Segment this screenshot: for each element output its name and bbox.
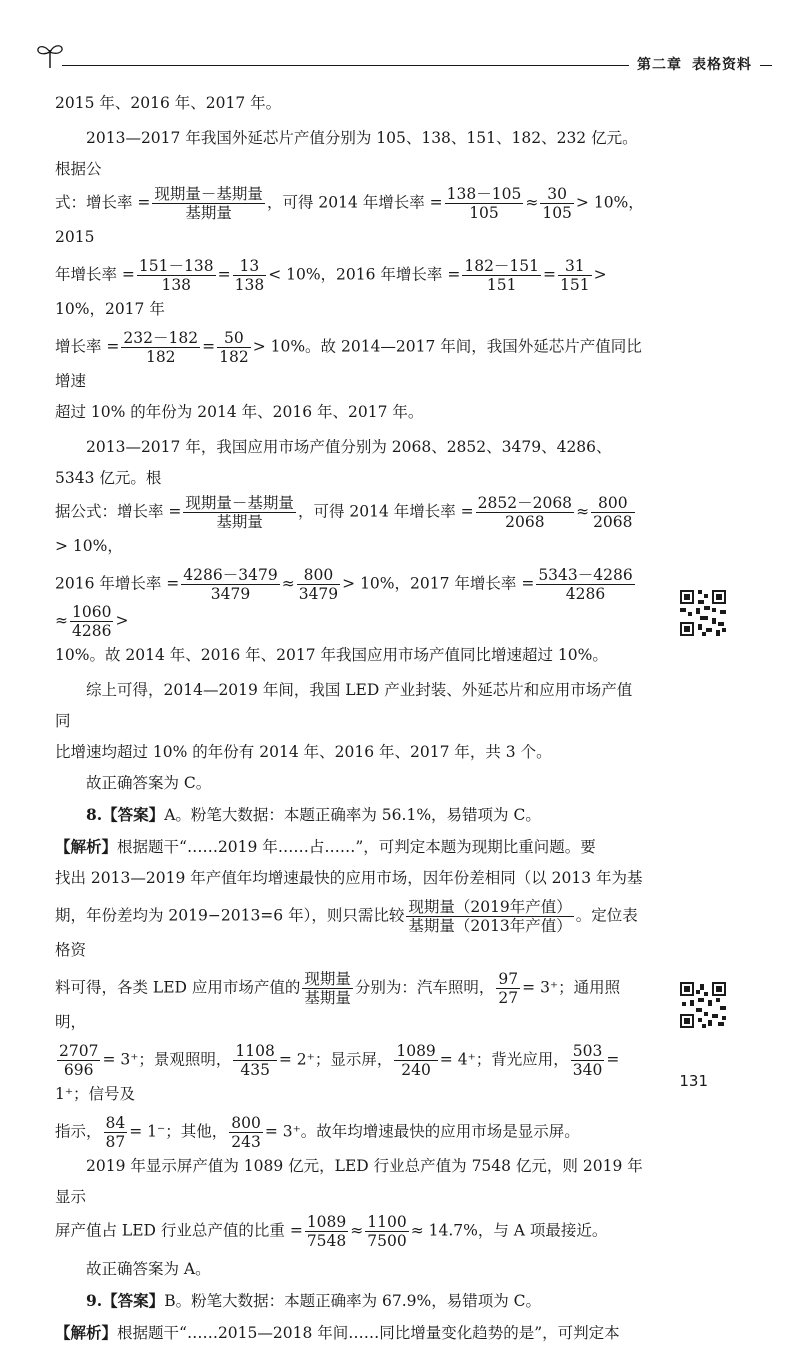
numerator: 现期量－基期量 bbox=[154, 185, 263, 203]
fraction bbox=[305, 1213, 348, 1250]
denominator: 27 bbox=[498, 989, 519, 1007]
text: 料可得，各类 LED 应用市场产值的 bbox=[55, 978, 301, 997]
text: ≈ bbox=[55, 611, 68, 630]
fraction bbox=[233, 1042, 276, 1079]
denominator: 4286 bbox=[72, 622, 112, 640]
formula-line bbox=[55, 185, 645, 253]
answer-line bbox=[55, 799, 645, 831]
text: = 3⁺。故年均增速最快的应用市场是显示屏。 bbox=[264, 1122, 580, 1141]
chapter-label: 第二章 bbox=[637, 57, 682, 73]
text: 年增长率 = bbox=[55, 265, 135, 284]
fraction bbox=[365, 1213, 408, 1250]
text: ≈ bbox=[350, 1221, 364, 1240]
answer-line bbox=[55, 1285, 645, 1317]
text: > 10%。故 2014—2017 年间，我国外延芯片产值同比增速 bbox=[55, 337, 642, 390]
text: 据公式：增长率 = bbox=[55, 502, 182, 521]
text: > bbox=[115, 611, 129, 630]
numerator: 4286－3479 bbox=[183, 566, 278, 584]
answer-tag: 9.【答案】 bbox=[86, 1291, 165, 1310]
text: 式：增长率 = bbox=[55, 193, 151, 212]
denominator: 138 bbox=[161, 276, 192, 294]
denominator: 4286 bbox=[565, 585, 606, 603]
denominator: 105 bbox=[542, 204, 572, 222]
numerator: 现期量－基期量 bbox=[185, 494, 294, 512]
numerator: 182－151 bbox=[464, 257, 540, 275]
fraction bbox=[297, 566, 340, 603]
qr-code-graphic bbox=[678, 980, 728, 1030]
page-header bbox=[0, 40, 800, 80]
fraction bbox=[104, 1114, 128, 1151]
text: ≈ 14.7%，与 A 项最接近。 bbox=[410, 1221, 608, 1240]
numerator: 84 bbox=[105, 1114, 126, 1132]
numerator: 30 bbox=[540, 185, 574, 204]
fraction bbox=[476, 494, 574, 531]
fraction bbox=[57, 1042, 100, 1079]
numerator: 138－105 bbox=[446, 185, 522, 203]
formula-line bbox=[55, 1213, 645, 1250]
fraction bbox=[183, 494, 296, 531]
denominator: 240 bbox=[401, 1061, 431, 1079]
fraction bbox=[536, 566, 634, 603]
text: 根据题干“……2019 年……占……”，可判定本题为现期比重问题。要 bbox=[117, 838, 596, 856]
text: ，可得 2014 年增长率 = bbox=[297, 502, 474, 521]
denominator: 3479 bbox=[210, 585, 251, 603]
fraction bbox=[571, 1042, 605, 1079]
analysis-line bbox=[55, 831, 645, 863]
text: 期，年份差均为 2019−2013=6 年），则只需比较 bbox=[55, 906, 405, 925]
numerator: 151－138 bbox=[138, 257, 214, 275]
text: ≈ bbox=[525, 193, 539, 212]
text: = bbox=[217, 265, 231, 284]
denominator: 7548 bbox=[306, 1232, 347, 1250]
text: = 2⁺；显示屏， bbox=[278, 1050, 393, 1069]
denominator: 7500 bbox=[367, 1232, 407, 1250]
numerator: 1089 bbox=[396, 1042, 436, 1060]
formula-line bbox=[55, 1114, 645, 1151]
paragraph: 2013—2017 年，我国应用市场产值分别为 2068、2852、3479、4286、5343 亿元。根 bbox=[55, 438, 612, 487]
numerator: 97 bbox=[498, 970, 519, 988]
formula-line bbox=[55, 494, 645, 562]
numerator: 13 bbox=[233, 257, 267, 276]
text: < 10%，2016 年增长率 = bbox=[268, 265, 461, 284]
fraction bbox=[152, 185, 265, 222]
chapter-title bbox=[629, 54, 760, 74]
denominator: 151 bbox=[486, 276, 517, 294]
paragraph: 综上可得，2014—2019 年间，我国 LED 产业封装、外延芯片和应用市场产值同 bbox=[55, 681, 633, 730]
denominator: 151 bbox=[560, 276, 590, 294]
denominator: 基期量 bbox=[216, 513, 263, 531]
numerator: 50 bbox=[217, 329, 251, 348]
formula-line bbox=[55, 329, 645, 397]
text: = 1⁻；其他， bbox=[129, 1122, 228, 1141]
text: = 3⁺；景观照明， bbox=[102, 1050, 232, 1069]
fraction bbox=[406, 898, 573, 935]
denominator: 138 bbox=[234, 276, 265, 294]
text: 分别为：汽车照明， bbox=[354, 978, 495, 997]
text: 2016 年增长率 = bbox=[55, 574, 180, 593]
text: 增长率 = bbox=[55, 337, 120, 356]
numerator: 1100 bbox=[367, 1213, 407, 1231]
qr-code-graphic bbox=[678, 588, 728, 638]
text: 。定位表格资 bbox=[55, 906, 638, 959]
main-text bbox=[55, 88, 645, 1349]
fraction bbox=[462, 257, 541, 294]
answer-tag: 8.【答案】 bbox=[86, 805, 165, 824]
text: > 10%，2015 bbox=[55, 193, 644, 246]
text: B。粉笔大数据：本题正确率为 67.9%，易错项为 C。 bbox=[164, 1292, 542, 1310]
text: = 4⁺；背光应用， bbox=[439, 1050, 569, 1069]
fraction bbox=[302, 970, 353, 1007]
text: 根据题干“……2015—2018 年间……同比增量变化趋势的是”，可判定本 bbox=[117, 1324, 620, 1342]
denominator: 基期量 bbox=[304, 989, 351, 1007]
denominator: 182 bbox=[219, 348, 249, 366]
formula-line bbox=[55, 1042, 645, 1110]
fraction bbox=[558, 257, 592, 294]
numerator: 503 bbox=[572, 1042, 603, 1060]
numerator: 800 bbox=[297, 566, 340, 585]
fraction bbox=[591, 494, 634, 531]
fraction bbox=[233, 257, 267, 294]
denominator: 基期量（2013年产值） bbox=[408, 917, 572, 935]
paragraph: 2015 年、2016 年、2017 年。 bbox=[55, 94, 282, 112]
denominator: 基期量 bbox=[185, 204, 232, 222]
numerator: 800 bbox=[231, 1114, 261, 1132]
numerator: 2707 bbox=[59, 1042, 99, 1060]
numerator: 5343－4286 bbox=[538, 566, 633, 584]
paragraph: 找出 2013—2019 年产值年均增速最快的应用市场，因年份差相同（以 2013 年为基 bbox=[55, 869, 643, 887]
text: = 1⁺；信号及 bbox=[55, 1050, 620, 1103]
numerator: 现期量 bbox=[304, 970, 351, 988]
numerator: 232－182 bbox=[123, 329, 199, 347]
numerator: 现期量（2019年产值） bbox=[408, 898, 572, 916]
section-label: 表格资料 bbox=[692, 57, 752, 73]
numerator: 31 bbox=[558, 257, 592, 276]
text: 指示， bbox=[55, 1122, 102, 1141]
paragraph: 超过 10% 的年份为 2014 年、2016 年、2017 年。 bbox=[55, 403, 424, 421]
analysis-tag: 【解析】 bbox=[55, 1323, 118, 1342]
paragraph: 2013—2017 年我国外延芯片产值分别为 105、138、151、182、232 亿元。根据公 bbox=[55, 129, 638, 178]
fraction bbox=[394, 1042, 437, 1079]
text: > 10%， bbox=[55, 537, 123, 555]
fraction bbox=[445, 185, 524, 222]
fraction bbox=[540, 185, 574, 222]
text: A。粉笔大数据：本题正确率为 56.1%，易错项为 C。 bbox=[164, 806, 541, 824]
text: ≈ bbox=[576, 502, 590, 521]
text: ≈ bbox=[281, 574, 295, 593]
denominator: 3479 bbox=[298, 585, 339, 603]
denominator: 243 bbox=[231, 1133, 261, 1151]
analysis-tag: 【解析】 bbox=[55, 837, 118, 856]
denominator: 87 bbox=[105, 1133, 126, 1151]
text: > 10%，2017 年 bbox=[55, 265, 607, 318]
paragraph: 2019 年显示屏产值为 1089 亿元，LED 行业总产值为 7548 亿元，则 2019 年显示 bbox=[55, 1157, 643, 1206]
paragraph: 故正确答案为 C。 bbox=[86, 774, 212, 792]
text: 屏产值占 LED 行业总产值的比重 = bbox=[55, 1221, 303, 1240]
text: = bbox=[543, 265, 557, 284]
denominator: 340 bbox=[572, 1061, 603, 1079]
text: ，可得 2014 年增长率 = bbox=[266, 193, 443, 212]
fraction bbox=[229, 1114, 263, 1151]
fraction bbox=[121, 329, 200, 366]
qr-code-icon[interactable] bbox=[678, 588, 728, 638]
page-number: 131 bbox=[679, 1072, 708, 1090]
formula-line bbox=[55, 257, 645, 325]
qr-code-icon[interactable] bbox=[678, 980, 728, 1030]
formula-line bbox=[55, 566, 645, 640]
numerator: 800 bbox=[591, 494, 634, 513]
paragraph: 10%。故 2014 年、2016 年、2017 年我国应用市场产值同比增速超过 10%。 bbox=[55, 646, 608, 664]
text: = bbox=[202, 337, 216, 356]
fraction bbox=[181, 566, 279, 603]
fraction bbox=[70, 603, 113, 640]
fraction bbox=[496, 970, 520, 1007]
text: = 3⁺；通用照明， bbox=[55, 978, 621, 1031]
denominator: 182 bbox=[145, 348, 176, 366]
numerator: 1060 bbox=[72, 603, 112, 621]
fraction bbox=[217, 329, 251, 366]
denominator: 696 bbox=[63, 1061, 94, 1079]
denominator: 435 bbox=[240, 1061, 270, 1079]
analysis-line bbox=[55, 1317, 645, 1349]
numerator: 1089 bbox=[306, 1213, 347, 1231]
text: > 10%，2017 年增长率 = bbox=[342, 574, 535, 593]
paragraph: 比增速均超过 10% 的年份有 2014 年、2016 年、2017 年，共 3 个。 bbox=[55, 743, 552, 761]
formula-line bbox=[55, 970, 645, 1038]
denominator: 105 bbox=[469, 204, 499, 222]
numerator: 1108 bbox=[235, 1042, 275, 1060]
denominator: 2068 bbox=[593, 513, 633, 531]
formula-line bbox=[55, 898, 645, 966]
denominator: 2068 bbox=[505, 513, 545, 531]
numerator: 2852－2068 bbox=[477, 494, 573, 512]
fraction bbox=[137, 257, 216, 294]
paragraph: 故正确答案为 A。 bbox=[86, 1260, 211, 1278]
